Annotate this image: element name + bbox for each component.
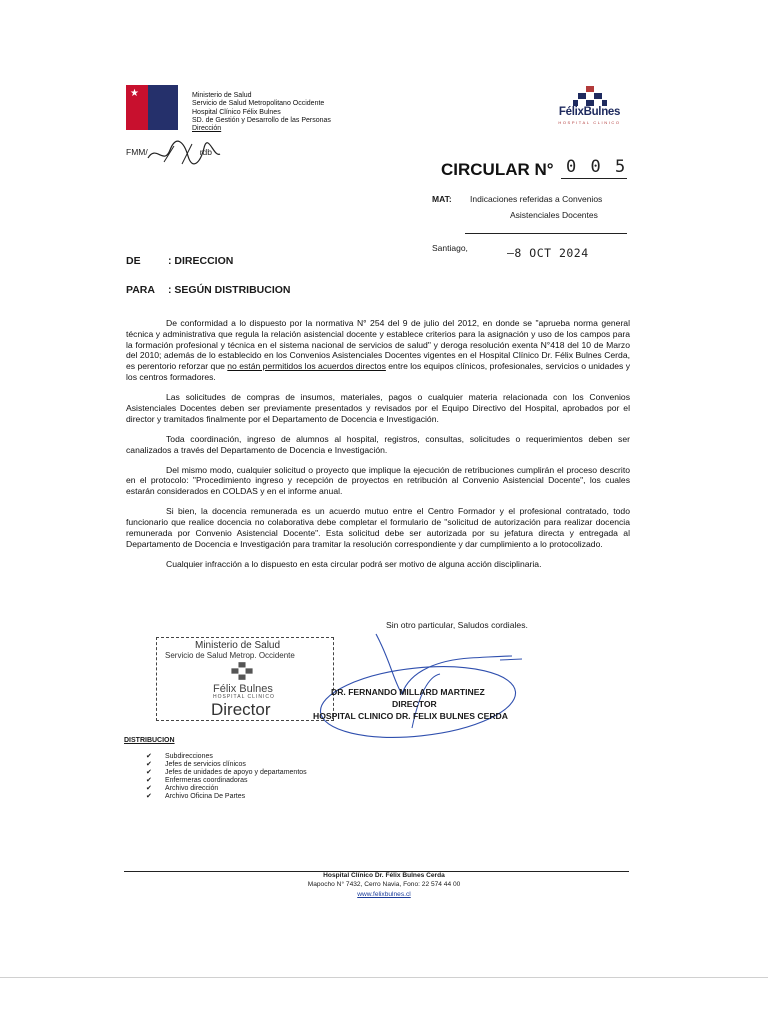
circular-body (126, 318, 630, 579)
footer-address: Mapocho N° 7432, Cerro Navia, Fono: 22 574 44 00 (307, 881, 461, 888)
initials-signature-icon (144, 140, 224, 170)
checkmark-icon: ✔ (146, 785, 152, 793)
place-label: Santiago, (432, 243, 468, 253)
reference-initials: FMM/ rdb (126, 147, 213, 157)
body-paragraph: Toda coordinación, ingreso de alumnos al hospital, registros, consultas, solicitudes o requerimientos deben ser canalizados a través del Departamento de Docencia e Investigación. (126, 433, 630, 455)
footer-hospital-name: Hospital Clínico Dr. Félix Bulnes Cerda (323, 872, 445, 879)
list-item: ✔ Enfermeras coordinadoras (146, 777, 248, 785)
list-item: ✔ Archivo Oficina De Partes (146, 793, 246, 801)
stamp-line-1: Ministerio de Salud (195, 640, 281, 651)
checkmark-icon: ✔ (146, 753, 152, 760)
list-item: ✔ Jefes de servicios clínicos (146, 761, 246, 769)
felix-bulnes-cross-logo-icon (573, 86, 607, 106)
subject-label: MAT: (432, 194, 452, 204)
hospital-logo (547, 86, 632, 131)
body-paragraph: Si bien, la docencia remunerada es un acuerdo mutuo entre el Centro Formador y el profesional contratado, todo funcionario que realice docencia no colaborativa debe completar el formulario de "solicitud de autorización para realizar docencia remunerada por Convenio Asistencial Docente". Esta solicitud debe ser autorizada por su jefatura directa y entregada al Departamento de Docencia e Investigación para tramitar la resolución correspondiente y dar cumplimiento a lo protocolizado. (126, 506, 630, 549)
distribution-list (146, 753, 307, 802)
date-stamp: –8 OCT 2024 (507, 246, 589, 260)
closing-line: Sin otro particular, Saludos cordiales. (386, 620, 528, 630)
subject-rule (465, 233, 627, 234)
from-value: : DIRECCION (168, 255, 234, 267)
stamp-name: Félix Bulnes (213, 683, 273, 695)
stamp-line-2: Servicio de Salud Metrop. Occidente (165, 651, 295, 660)
body-paragraph: De conformidad a lo dispuesto por la normativa N° 254 del 9 de julio del 2012, en donde se "aprueba norma general técnica y administrativa que regula la relación asistencial docente y establece criterios para la asignación y uso de los campos para la formación profesional y técnica en el sistema nacional de servicios de salud" y deroga resolución exenta N°418 del 10 de Marzo del 2010; además de lo establecido en los Convenios Asistenciales Docentes vigentes en el Hospital Clínico Dr. Félix Bulnes Cerda, es perentorio reforzar que no están permitidos los acuerdos directos entre los equipos clínicos, profesionales, servicios o unidades y los centros formadores. (126, 318, 630, 382)
ministry-header (192, 92, 331, 133)
scan-edge-divider (0, 977, 768, 978)
hospital-logo-sub: HOSPITAL CLINICO (558, 120, 621, 125)
body-paragraph: Las solicitudes de compras de insumos, materiales, pagos o cualquier materia relacionada con los Convenios Asistenciales Docentes deben ser previamente presentados y revisados por el Equipo Directivo del Hospital, aprobados por el director y tramitados finalmente por el Departamento de Docencia e Investigación. (126, 392, 630, 424)
ministry-line: Servicio de Salud Metropolitano Occidente (192, 100, 325, 108)
signatory-institution: HOSPITAL CLINICO DR. FELIX BULNES CERDA (313, 711, 508, 721)
stamp-cross-logo-icon (227, 662, 257, 680)
checkmark-icon: ✔ (146, 793, 152, 801)
distribution-title: DISTRIBUCION (124, 737, 175, 744)
circular-number: 0 0 5 (566, 157, 628, 177)
list-item: ✔ Jefes de unidades de apoyo y departamentos (146, 769, 307, 777)
circular-title: CIRCULAR N° (441, 160, 554, 179)
ministry-line: Ministerio de Salud (192, 92, 252, 99)
to-value: : SEGÚN DISTRIBUCION (168, 284, 291, 296)
checkmark-icon: ✔ (146, 777, 152, 785)
ministry-logo-icon: ★ (126, 85, 178, 130)
signatory-role: DIRECTOR (392, 699, 437, 709)
ministry-line: SD. de Gestión y Desarrollo de las Personas (192, 116, 331, 124)
body-paragraph: Cualquier infracción a lo dispuesto en esta circular podrá ser motivo de alguna acción disciplinaria. (166, 558, 542, 569)
to-label: PARA (126, 284, 155, 296)
list-item: ✔ Subdirecciones (146, 753, 213, 760)
ministry-line: Dirección (192, 125, 222, 133)
ministry-line: Hospital Clínico Félix Bulnes (192, 108, 281, 116)
subject-line-2: Asistenciales Docentes (510, 210, 598, 220)
signatory-name: DR. FERNANDO MILLARD MARTINEZ (331, 687, 485, 697)
underlined-phrase: no están permitidos los acuerdos directos (227, 361, 386, 372)
from-label: DE (126, 255, 141, 267)
checkmark-icon: ✔ (146, 769, 152, 777)
circular-number-underline (561, 178, 627, 179)
subject-line-1: Indicaciones referidas a Convenios (470, 194, 603, 204)
stamp-director: Director (211, 700, 271, 719)
list-item: ✔ Archivo dirección (146, 785, 219, 793)
body-paragraph: Del mismo modo, cualquier solicitud o proyecto que implique la ejecución de retribuciones cumplirán el proceso descrito en el protocolo: "Procedimiento ingreso y recepción de proyectos en retribución al Convenio Asistencial Docente", los cuales estarán considerados en COLDAS y en el informe anual. (126, 464, 630, 497)
footer-website-link[interactable]: www.felixbulnes.cl (357, 891, 411, 898)
checkmark-icon: ✔ (146, 761, 152, 769)
hospital-logo-name: FélixBulnes (558, 106, 621, 118)
stamp-sub: HOSPITAL CLINICO (213, 694, 275, 700)
